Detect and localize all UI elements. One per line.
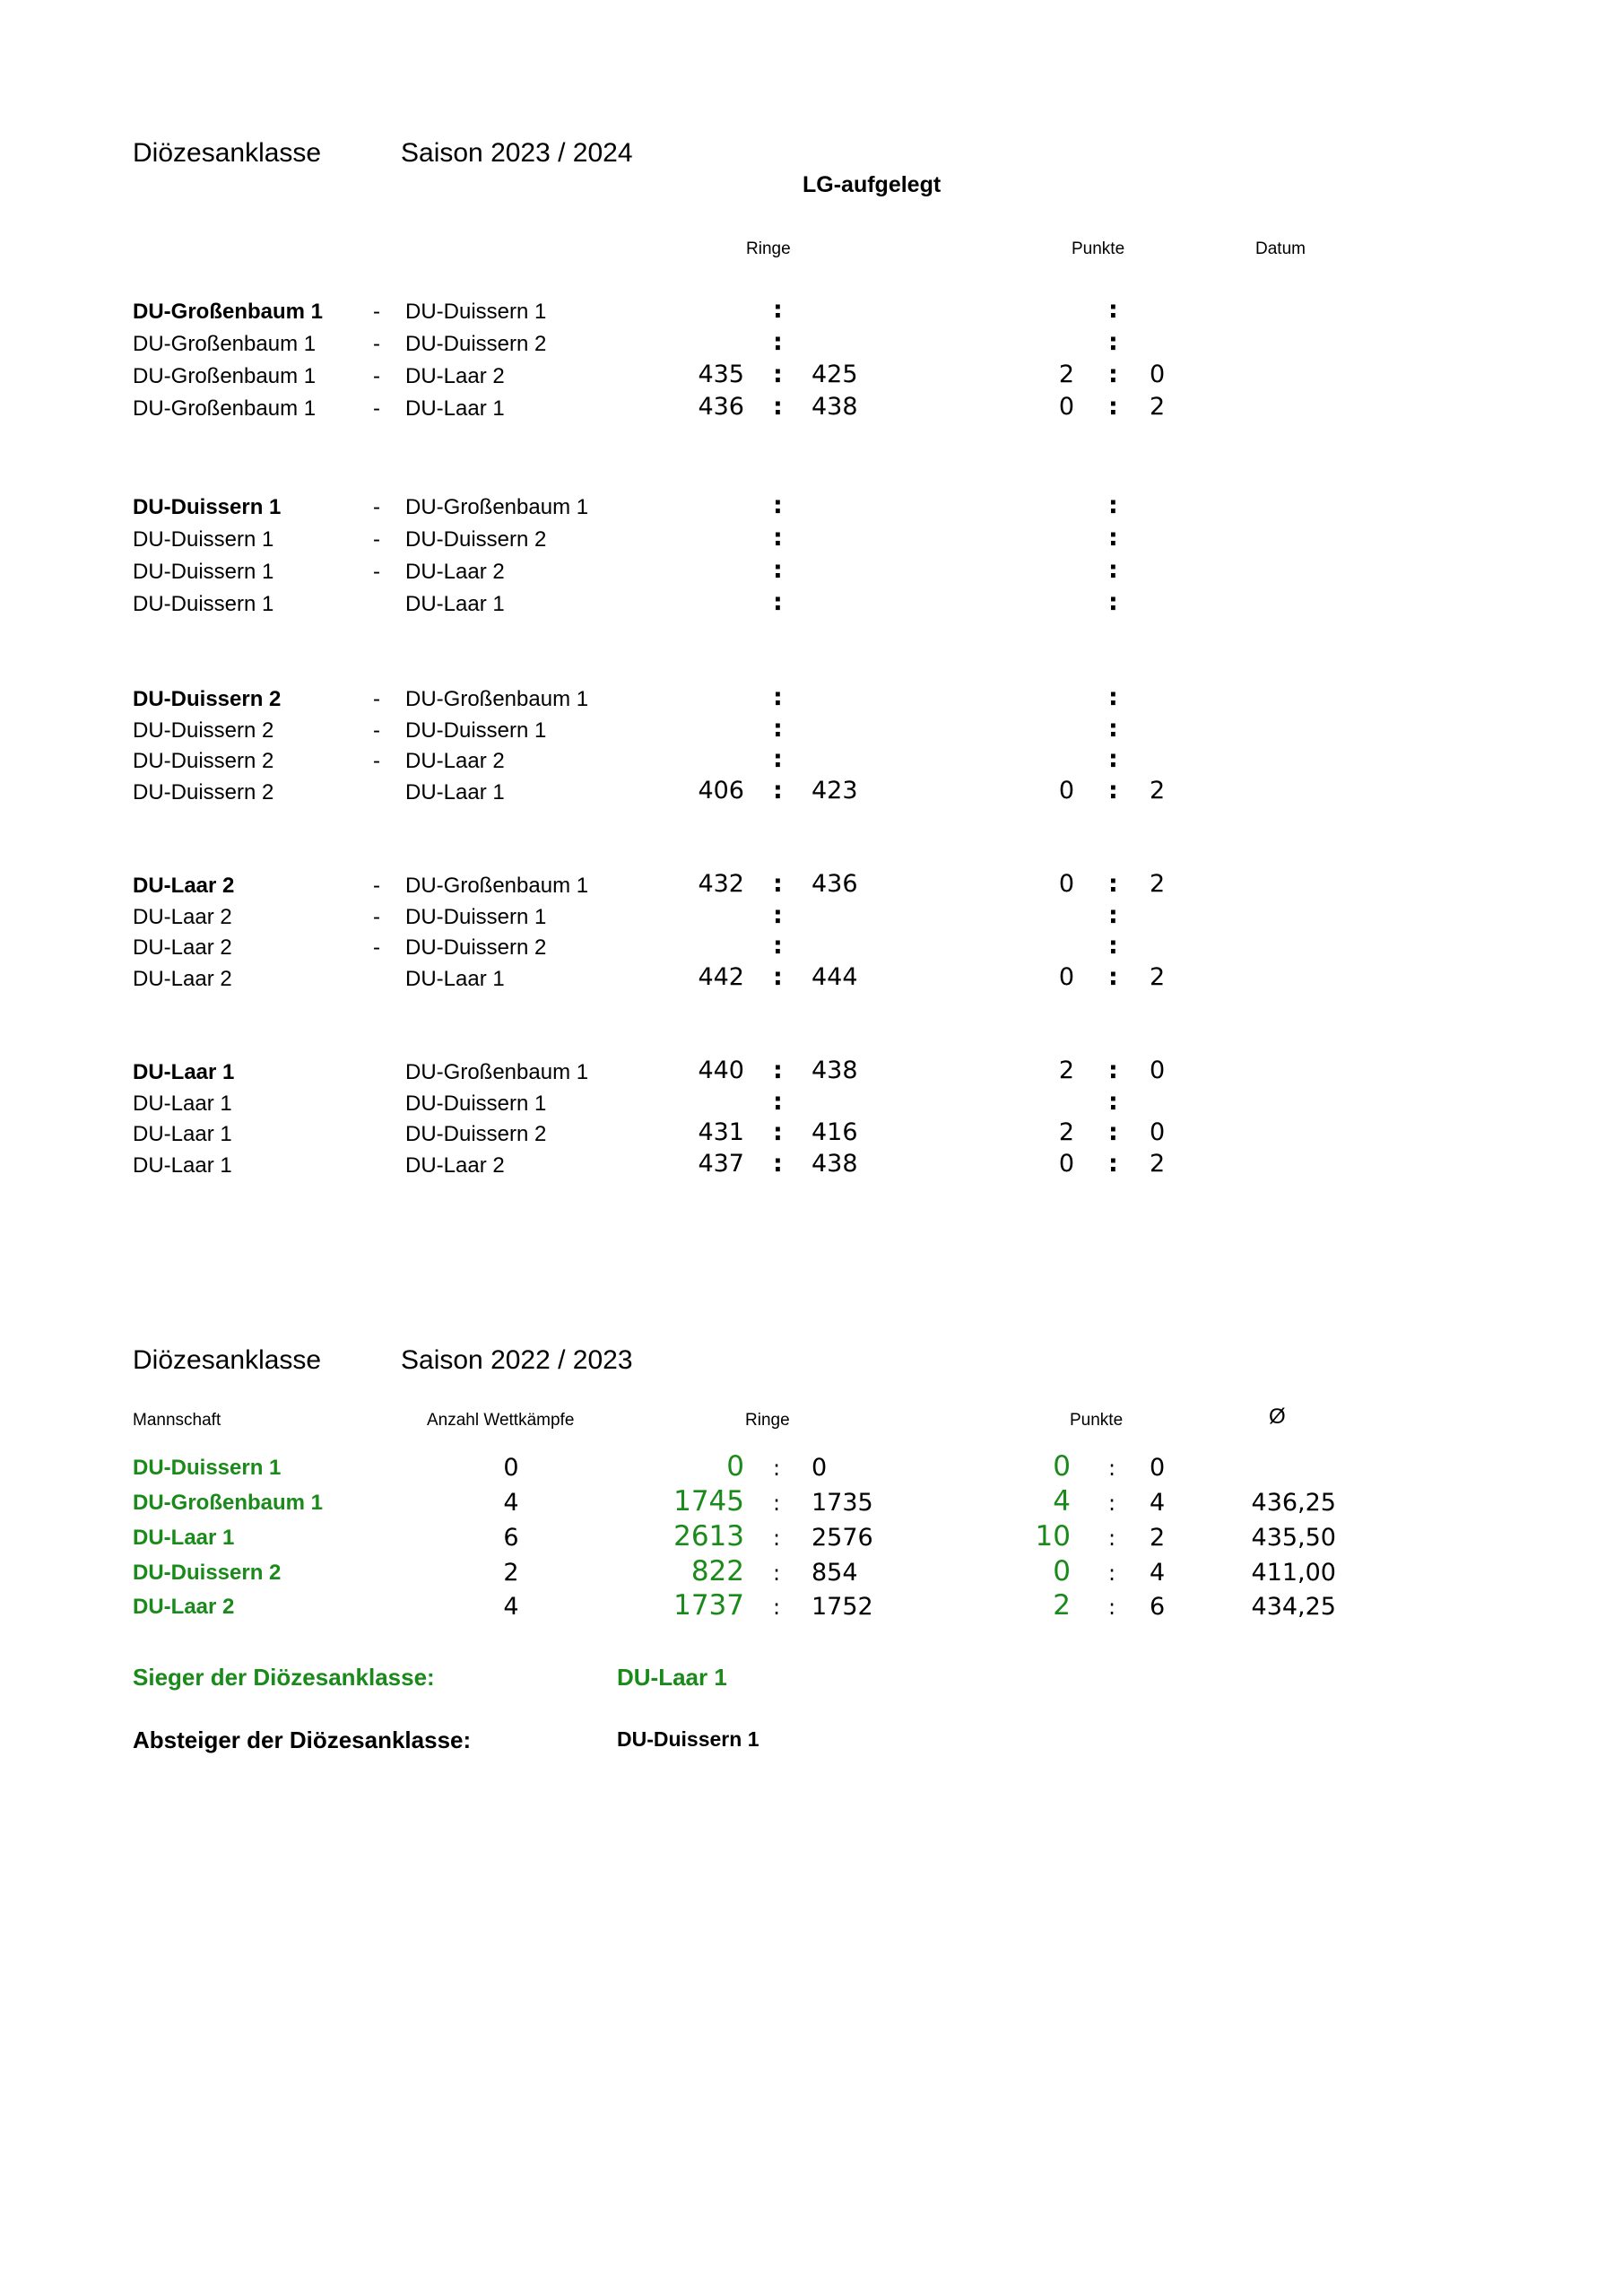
separator: - bbox=[373, 749, 380, 773]
away-team: DU-Laar 1 bbox=[405, 592, 505, 616]
home-team: DU-Großenbaum 1 bbox=[133, 396, 317, 421]
punkte-away: 0 bbox=[1150, 1057, 1166, 1084]
punkte-colon: : bbox=[1108, 328, 1118, 356]
winner-label: Sieger der Diözesanklasse: bbox=[133, 1664, 435, 1691]
ringe-colon: : bbox=[773, 900, 783, 929]
punkte-against: 4 bbox=[1150, 1559, 1166, 1587]
ringe-away: 423 bbox=[812, 776, 858, 804]
separator: - bbox=[373, 904, 380, 929]
home-team: DU-Großenbaum 1 bbox=[133, 332, 317, 356]
away-team: DU-Laar 2 bbox=[405, 1152, 505, 1178]
punkte-colon: : bbox=[1108, 1149, 1118, 1178]
average-value: 436,25 bbox=[1251, 1489, 1336, 1517]
away-team: DU-Duissern 2 bbox=[405, 935, 547, 960]
ringe-home: 437 bbox=[698, 1149, 744, 1178]
punkte-against: 6 bbox=[1150, 1593, 1166, 1621]
punkte-against: 2 bbox=[1150, 1524, 1166, 1552]
punkte-for: 2 bbox=[1053, 1589, 1071, 1622]
relegated-label: Absteiger der Diözesanklasse: bbox=[133, 1726, 472, 1753]
ringe-against: 1735 bbox=[812, 1489, 873, 1517]
header-ringe: Ringe bbox=[746, 239, 791, 258]
season-title-2: Saison 2022 / 2023 bbox=[401, 1345, 633, 1375]
header-team: Mannschaft bbox=[133, 1411, 221, 1430]
away-team: DU-Duissern 1 bbox=[405, 300, 547, 324]
away-team: DU-Duissern 2 bbox=[405, 527, 547, 552]
punkte-away: 2 bbox=[1150, 1149, 1166, 1178]
header-average: Ø bbox=[1269, 1405, 1286, 1429]
ringe-home: 431 bbox=[698, 1118, 744, 1146]
punkte-colon: : bbox=[1108, 1456, 1116, 1481]
punkte-colon: : bbox=[1108, 776, 1118, 804]
ringe-colon: : bbox=[773, 776, 783, 804]
average-value: 411,00 bbox=[1251, 1559, 1336, 1587]
ringe-away: 438 bbox=[812, 1057, 858, 1084]
ringe-colon: : bbox=[773, 1118, 783, 1146]
ringe-home: 442 bbox=[698, 962, 744, 991]
punkte-home: 2 bbox=[1058, 1118, 1074, 1146]
home-team: DU-Duissern 2 bbox=[133, 687, 282, 711]
punkte-for: 4 bbox=[1053, 1485, 1071, 1518]
ringe-colon: : bbox=[773, 683, 783, 711]
away-team: DU-Laar 1 bbox=[405, 966, 505, 991]
punkte-colon: : bbox=[1108, 900, 1118, 929]
punkte-colon: : bbox=[1108, 683, 1118, 711]
punkte-home: 0 bbox=[1058, 1149, 1074, 1178]
punkte-home: 2 bbox=[1058, 1057, 1074, 1084]
ringe-home: 436 bbox=[698, 393, 744, 421]
ringe-for: 1745 bbox=[673, 1485, 744, 1518]
separator: - bbox=[373, 560, 380, 584]
punkte-away: 2 bbox=[1150, 962, 1166, 991]
home-team: DU-Laar 1 bbox=[133, 1060, 235, 1084]
league-title-2: Diözesanklasse bbox=[133, 1345, 322, 1375]
ringe-colon: : bbox=[773, 296, 783, 324]
punkte-colon: : bbox=[1108, 1526, 1116, 1551]
punkte-colon: : bbox=[1108, 870, 1118, 898]
ringe-colon: : bbox=[773, 870, 783, 898]
discipline-subtitle: LG-aufgelegt bbox=[803, 172, 942, 197]
away-team: DU-Großenbaum 1 bbox=[405, 495, 589, 519]
ringe-home: 435 bbox=[698, 361, 744, 388]
team-name: DU-Duissern 1 bbox=[133, 1456, 282, 1480]
punkte-colon: : bbox=[1108, 296, 1118, 324]
ringe-colon: : bbox=[773, 491, 783, 519]
away-team: DU-Duissern 1 bbox=[405, 904, 547, 929]
ringe-colon: : bbox=[773, 1526, 781, 1551]
header-ringe-2: Ringe bbox=[745, 1411, 790, 1430]
header-punkte-2: Punkte bbox=[1070, 1411, 1124, 1430]
home-team: DU-Laar 1 bbox=[133, 1122, 232, 1146]
team-name: DU-Laar 1 bbox=[133, 1526, 235, 1550]
separator: - bbox=[373, 935, 380, 960]
away-team: DU-Laar 2 bbox=[405, 364, 505, 388]
header-datum: Datum bbox=[1255, 239, 1306, 258]
ringe-against: 1752 bbox=[812, 1593, 873, 1621]
away-team: DU-Laar 2 bbox=[405, 560, 505, 584]
ringe-colon: : bbox=[773, 328, 783, 356]
away-team: DU-Laar 2 bbox=[405, 749, 505, 773]
home-team: DU-Duissern 1 bbox=[133, 592, 274, 616]
ringe-for: 1737 bbox=[673, 1589, 744, 1622]
away-team: DU-Laar 1 bbox=[405, 779, 505, 804]
ringe-home: 440 bbox=[698, 1057, 744, 1084]
punkte-away: 0 bbox=[1150, 361, 1166, 388]
punkte-colon: : bbox=[1108, 524, 1118, 552]
team-name: DU-Laar 2 bbox=[133, 1595, 235, 1619]
ringe-home: 406 bbox=[698, 776, 744, 804]
match-count: 4 bbox=[503, 1593, 519, 1621]
ringe-colon: : bbox=[773, 1057, 783, 1084]
ringe-colon: : bbox=[773, 1456, 781, 1481]
winner-value: DU-Laar 1 bbox=[617, 1664, 727, 1691]
punkte-away: 0 bbox=[1150, 1118, 1166, 1146]
punkte-away: 2 bbox=[1150, 393, 1166, 421]
punkte-away: 2 bbox=[1150, 776, 1166, 804]
ringe-for: 2613 bbox=[673, 1520, 744, 1552]
ringe-against: 0 bbox=[812, 1454, 828, 1482]
punkte-for: 10 bbox=[1035, 1520, 1071, 1552]
match-count: 6 bbox=[503, 1524, 519, 1552]
punkte-against: 0 bbox=[1150, 1454, 1166, 1482]
ringe-colon: : bbox=[773, 745, 783, 773]
punkte-colon: : bbox=[1108, 393, 1118, 421]
home-team: DU-Duissern 2 bbox=[133, 749, 274, 773]
ringe-home: 432 bbox=[698, 870, 744, 898]
separator: - bbox=[373, 396, 380, 421]
ringe-colon: : bbox=[773, 932, 783, 960]
ringe-for: 0 bbox=[726, 1450, 744, 1483]
home-team: DU-Laar 2 bbox=[133, 904, 232, 929]
punkte-colon: : bbox=[1108, 962, 1118, 991]
home-team: DU-Duissern 1 bbox=[133, 560, 274, 584]
match-count: 0 bbox=[503, 1454, 519, 1482]
ringe-colon: : bbox=[773, 393, 783, 421]
header-punkte: Punkte bbox=[1072, 239, 1125, 258]
ringe-away: 425 bbox=[812, 361, 858, 388]
separator: - bbox=[373, 874, 380, 898]
punkte-against: 4 bbox=[1150, 1489, 1166, 1517]
ringe-for: 822 bbox=[690, 1555, 744, 1587]
punkte-for: 0 bbox=[1053, 1450, 1071, 1483]
punkte-colon: : bbox=[1108, 1561, 1116, 1586]
punkte-colon: : bbox=[1108, 361, 1118, 388]
punkte-colon: : bbox=[1108, 588, 1118, 616]
away-team: DU-Duissern 2 bbox=[405, 1122, 547, 1146]
ringe-away: 438 bbox=[812, 393, 858, 421]
punkte-colon: : bbox=[1108, 714, 1118, 743]
ringe-away: 438 bbox=[812, 1149, 858, 1178]
punkte-home: 0 bbox=[1058, 962, 1074, 991]
home-team: DU-Duissern 2 bbox=[133, 718, 274, 743]
home-team: DU-Duissern 1 bbox=[133, 495, 282, 519]
away-team: DU-Duissern 1 bbox=[405, 718, 547, 743]
ringe-colon: : bbox=[773, 1087, 783, 1116]
away-team: DU-Duissern 1 bbox=[405, 1091, 547, 1116]
punkte-home: 0 bbox=[1058, 776, 1074, 804]
punkte-colon: : bbox=[1108, 1087, 1118, 1116]
ringe-away: 444 bbox=[812, 962, 858, 991]
ringe-colon: : bbox=[773, 1491, 781, 1516]
punkte-colon: : bbox=[1108, 1118, 1118, 1146]
home-team: DU-Laar 1 bbox=[133, 1091, 232, 1116]
ringe-colon: : bbox=[773, 588, 783, 616]
separator: - bbox=[373, 687, 380, 711]
away-team: DU-Großenbaum 1 bbox=[405, 687, 589, 711]
punkte-colon: : bbox=[1108, 1057, 1118, 1084]
ringe-away: 416 bbox=[812, 1118, 858, 1146]
ringe-colon: : bbox=[773, 714, 783, 743]
ringe-colon: : bbox=[773, 1149, 783, 1178]
punkte-for: 0 bbox=[1053, 1555, 1071, 1587]
separator: - bbox=[373, 364, 380, 388]
punkte-colon: : bbox=[1108, 556, 1118, 584]
team-name: DU-Duissern 2 bbox=[133, 1561, 282, 1585]
ringe-away: 436 bbox=[812, 870, 858, 898]
team-name: DU-Großenbaum 1 bbox=[133, 1491, 324, 1515]
punkte-colon: : bbox=[1108, 491, 1118, 519]
home-team: DU-Laar 2 bbox=[133, 935, 232, 960]
home-team: DU-Duissern 2 bbox=[133, 779, 274, 804]
home-team: DU-Duissern 1 bbox=[133, 527, 274, 552]
punkte-colon: : bbox=[1108, 932, 1118, 960]
match-count: 4 bbox=[503, 1489, 519, 1517]
ringe-colon: : bbox=[773, 361, 783, 388]
away-team: DU-Großenbaum 1 bbox=[405, 1060, 589, 1084]
home-team: DU-Großenbaum 1 bbox=[133, 364, 317, 388]
relegated-value: DU-Duissern 1 bbox=[617, 1727, 759, 1751]
separator: - bbox=[373, 332, 380, 356]
ringe-colon: : bbox=[773, 1561, 781, 1586]
ringe-colon: : bbox=[773, 524, 783, 552]
match-count: 2 bbox=[503, 1559, 519, 1587]
away-team: DU-Laar 1 bbox=[405, 396, 505, 421]
punkte-colon: : bbox=[1108, 1595, 1116, 1620]
away-team: DU-Duissern 2 bbox=[405, 332, 547, 356]
home-team: DU-Laar 1 bbox=[133, 1152, 232, 1178]
punkte-home: 0 bbox=[1058, 870, 1074, 898]
header-count: Anzahl Wettkämpfe bbox=[427, 1411, 575, 1430]
punkte-colon: : bbox=[1108, 1491, 1116, 1516]
ringe-against: 854 bbox=[812, 1559, 858, 1587]
ringe-colon: : bbox=[773, 556, 783, 584]
home-team: DU-Laar 2 bbox=[133, 874, 235, 898]
punkte-home: 2 bbox=[1058, 361, 1074, 388]
average-value: 434,25 bbox=[1251, 1593, 1336, 1621]
away-team: DU-Großenbaum 1 bbox=[405, 874, 589, 898]
punkte-colon: : bbox=[1108, 745, 1118, 773]
separator: - bbox=[373, 527, 380, 552]
ringe-colon: : bbox=[773, 1595, 781, 1620]
punkte-home: 0 bbox=[1058, 393, 1074, 421]
separator: - bbox=[373, 495, 380, 519]
separator: - bbox=[373, 300, 380, 324]
ringe-against: 2576 bbox=[812, 1524, 873, 1552]
home-team: DU-Laar 2 bbox=[133, 966, 232, 991]
punkte-away: 2 bbox=[1150, 870, 1166, 898]
season-title: Saison 2023 / 2024 bbox=[401, 138, 633, 168]
average-value: 435,50 bbox=[1251, 1524, 1336, 1552]
league-title: Diözesanklasse bbox=[133, 138, 322, 168]
separator: - bbox=[373, 718, 380, 743]
home-team: DU-Großenbaum 1 bbox=[133, 300, 324, 324]
ringe-colon: : bbox=[773, 962, 783, 991]
